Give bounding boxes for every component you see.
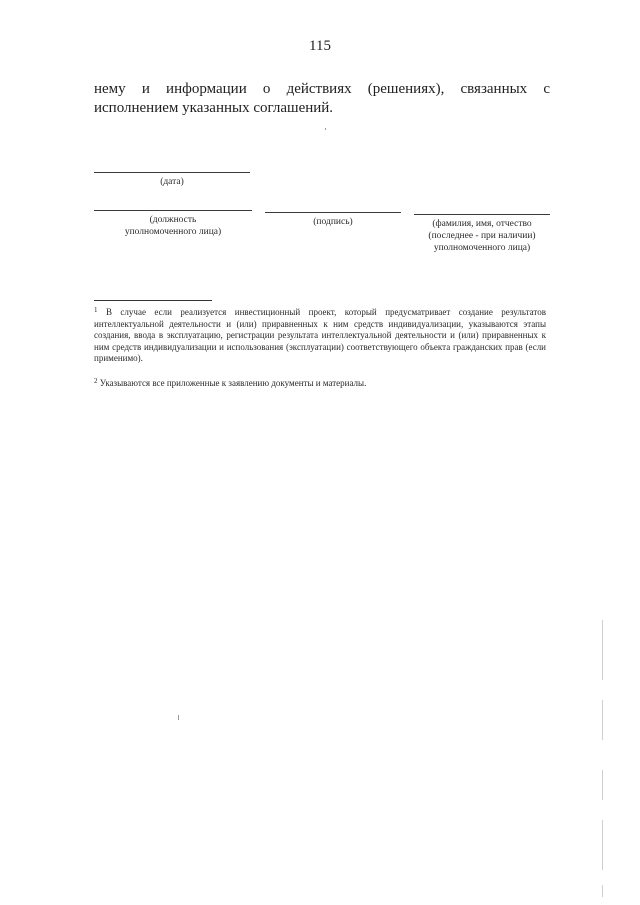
footnote-2 xyxy=(94,378,546,390)
date-caption: (дата) xyxy=(160,177,184,187)
date-line xyxy=(94,172,250,173)
scan-edge-marks xyxy=(602,620,603,680)
footnote-1-marker: 1 xyxy=(94,306,98,314)
position-caption-line1: (должность xyxy=(149,215,197,225)
footnote-1-text: В случае если реализуется инвестиционный проект, который предусматривает создание результатов интеллектуальной деятельности и (или) приравненных к ним средств индивидуализации, указываются этапы создания, ввода в эксплуатацию, регистрации результата интеллектуальной деятельности и (или) приравненных к ним средств индивидуализации и использования (эксплуатации) соответствующего объекта гражданских прав (если применимо). xyxy=(94,307,546,364)
name-caption-line1: (фамилия, имя, отчество xyxy=(432,219,532,229)
page-number: 115 xyxy=(309,38,331,54)
scan-speck xyxy=(325,128,326,130)
scan-edge-marks xyxy=(602,885,603,897)
position-caption xyxy=(94,214,252,238)
footnote-2-text: Указываются все приложенные к заявлению документы и материалы. xyxy=(99,378,367,388)
signature-caption: (подпись) xyxy=(313,217,353,227)
scan-edge-marks xyxy=(602,820,603,870)
scan-speck xyxy=(178,715,179,720)
position-caption-line2: уполномоченного лица) xyxy=(124,227,222,237)
body-paragraph: нему и информации о действиях (решениях), связанных с исполнением указанных соглашений. xyxy=(94,81,550,116)
name-caption xyxy=(404,218,560,254)
position-line xyxy=(94,210,252,211)
name-caption-line2: (последнее - при наличии) xyxy=(428,231,536,241)
scan-edge-marks xyxy=(602,770,603,800)
name-caption-line3: уполномоченного лица) xyxy=(433,243,531,253)
name-line xyxy=(414,214,550,215)
footnote-1 xyxy=(94,307,546,365)
footnote-separator xyxy=(94,300,212,301)
signature-line xyxy=(265,212,401,213)
scan-edge-marks xyxy=(602,700,603,740)
footnote-2-marker: 2 xyxy=(94,377,98,385)
